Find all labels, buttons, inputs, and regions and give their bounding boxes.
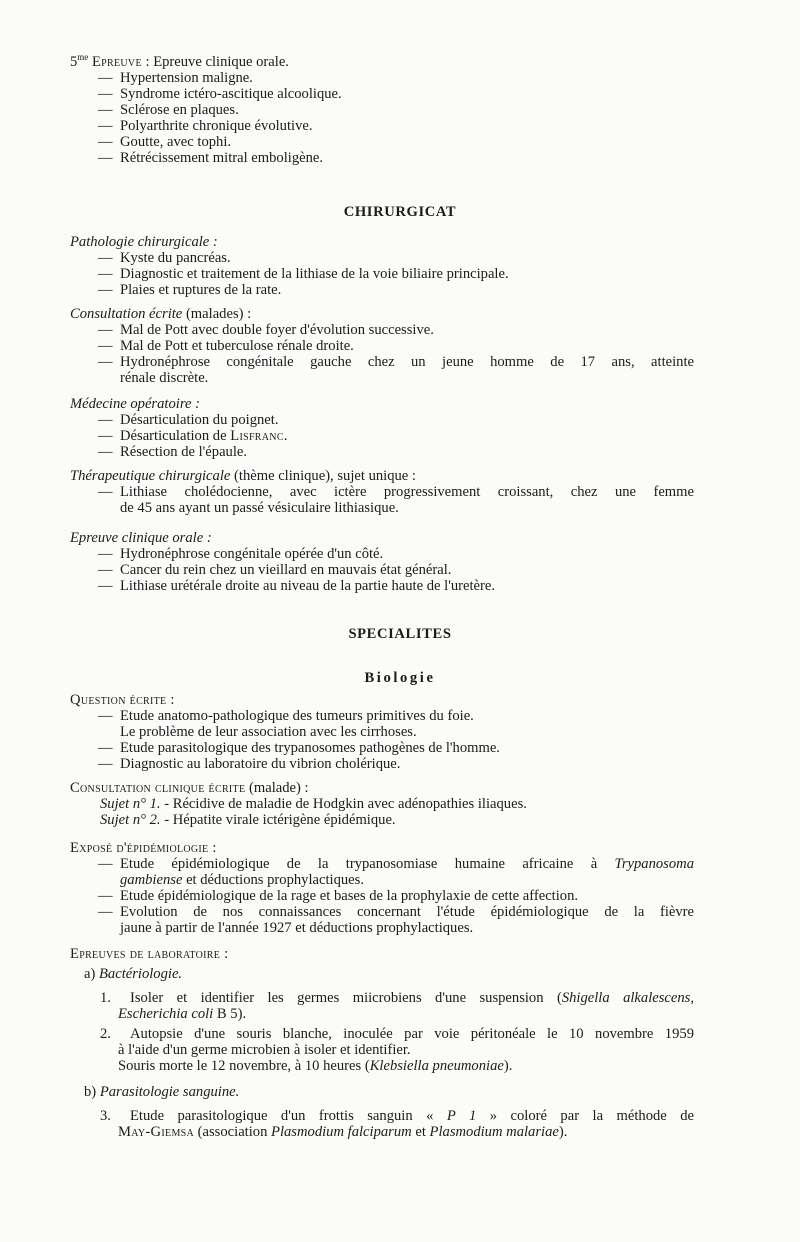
list-item: — Polyarthrite chronique évolutive. <box>98 118 313 134</box>
numbered-item-1: 1. Isoler et identifier les germes miicrobiens d'une suspension (Shigella alkalescens, Escherichia coli B 5). <box>100 990 694 1022</box>
list-item: — Sclérose en plaques. <box>98 102 239 118</box>
list-item: — Etude anatomo-pathologique des tumeurs primitives du foie. <box>98 708 474 724</box>
section-title-specialites: SPECIALITES <box>348 626 452 642</box>
list-item: — Lithiase cholédocienne, avec ictère progressivement croissant, chez une femme <box>98 484 694 500</box>
parasitologie-heading: b) Parasitologie sanguine. <box>84 1084 240 1100</box>
list-item: Sujet n° 1. - Récidive de maladie de Hodgkin avec adénopathies iliaques. <box>100 796 527 812</box>
section-subtitle-biologie: Biologie <box>364 670 436 686</box>
epreuve5-heading <box>70 54 694 70</box>
subsection-heading: Epreuves de laboratoire : <box>70 946 229 962</box>
list-item: — Désarticulation du poignet. <box>98 412 279 428</box>
subsection-heading: Pathologie chirurgicale : <box>70 234 218 250</box>
list-item: — Syndrome ictéro-ascitique alcoolique. <box>98 86 342 102</box>
subsection-heading: Médecine opératoire : <box>70 396 200 412</box>
heading-number: 5 <box>70 54 78 70</box>
list-item: — Lithiase urétérale droite au niveau de la partie haute de l'uretère. <box>98 578 495 594</box>
laboratoire-section <box>70 946 694 962</box>
numbered-item-2: 2. Autopsie d'une souris blanche, inoculée par voie péritonéale le 10 novembre 1959 à l'aide d'un germe microbien à isoler et identifier. Souris morte le 12 novembre, à 10 heures (Klebsiella pneumoniae). <box>100 1026 694 1074</box>
subsection-heading: Consultation écrite (malades) : <box>70 306 252 322</box>
list-item-continuation: gambiense et déductions prophylactiques. <box>120 872 364 888</box>
bacteriologie-heading: a) Bactériologie. <box>84 966 183 982</box>
list-item: — Etude épidémiologique de la trypanosomiase humaine africaine à Trypanosoma <box>98 856 694 872</box>
list-item: — Hypertension maligne. <box>98 70 253 86</box>
subsection-heading: Consultation clinique écrite (malade) : <box>70 780 309 796</box>
heading-superscript: me <box>77 52 89 63</box>
heading-rest: : Epreuve clinique orale. <box>141 54 289 70</box>
list-item: — Kyste du pancréas. <box>98 250 231 266</box>
list-item: — Désarticulation de Lisfranc. <box>98 428 288 444</box>
list-item: — Hydronéphrose congénitale opérée d'un côté. <box>98 546 384 562</box>
list-item-continuation: jaune à partir de l'année 1927 et déductions prophylactiques. <box>120 920 474 936</box>
pathologie-section <box>70 234 694 298</box>
list-item: — Etude épidémiologique de la rage et bases de la prophylaxie de cette affection. <box>98 888 579 904</box>
epreuve-orale-section <box>70 530 694 594</box>
list-item: — Hydronéphrose congénitale gauche chez un jeune homme de 17 ans, atteinte <box>98 354 694 370</box>
list-item: — Rétrécissement mitral emboligène. <box>98 150 324 166</box>
list-item: — Goutte, avec tophi. <box>98 134 232 150</box>
list-item: — Diagnostic au laboratoire du vibrion cholérique. <box>98 756 401 772</box>
numbered-item-3: 3. Etude parasitologique d'un frottis sanguin « P 1 » coloré par la méthode de May-Giemsa (association Plasmodium falciparum et Plasmodium malariae). <box>100 1108 694 1140</box>
list-item: — Diagnostic et traitement de la lithiase de la voie biliaire principale. <box>98 266 509 282</box>
list-item-continuation: rénale discrète. <box>120 370 209 386</box>
subsection-heading: Epreuve clinique orale : <box>70 530 212 546</box>
list-item: Sujet n° 2. - Hépatite virale ictérigène épidémique. <box>100 812 396 828</box>
subsection-heading: Question écrite : <box>70 692 175 708</box>
epreuve5-section <box>70 54 694 166</box>
therapeutique-section <box>70 468 694 516</box>
consultation-section <box>70 306 694 386</box>
list-item-continuation: Le problème de leur association avec les cirrhoses. <box>120 724 417 740</box>
list-item: — Cancer du rein chez un vieillard en mauvais état général. <box>98 562 452 578</box>
list-item: — Mal de Pott et tuberculose rénale droite. <box>98 338 354 354</box>
heading-smallcaps: Epreuve <box>91 54 142 70</box>
list-item: — Evolution de nos connaissances concernant l'étude épidémiologique de la fièvre <box>98 904 694 920</box>
subsection-heading: Exposé d'épidémiologie : <box>70 840 217 856</box>
expose-section <box>70 840 694 936</box>
question-section <box>70 692 694 772</box>
consultation-clinique-section <box>70 780 694 828</box>
medecine-section <box>70 396 694 460</box>
list-item: — Mal de Pott avec double foyer d'évolution successive. <box>98 322 434 338</box>
subsection-heading: Thérapeutique chirurgicale (thème clinique), sujet unique : <box>70 468 416 484</box>
list-item: — Plaies et ruptures de la rate. <box>98 282 282 298</box>
list-item-continuation: de 45 ans ayant un passé vésiculaire lithiasique. <box>120 500 399 516</box>
list-item: — Résection de l'épaule. <box>98 444 248 460</box>
list-item: — Etude parasitologique des trypanosomes pathogènes de l'homme. <box>98 740 500 756</box>
section-title-chirurgicat: CHIRURGICAT <box>343 204 457 220</box>
